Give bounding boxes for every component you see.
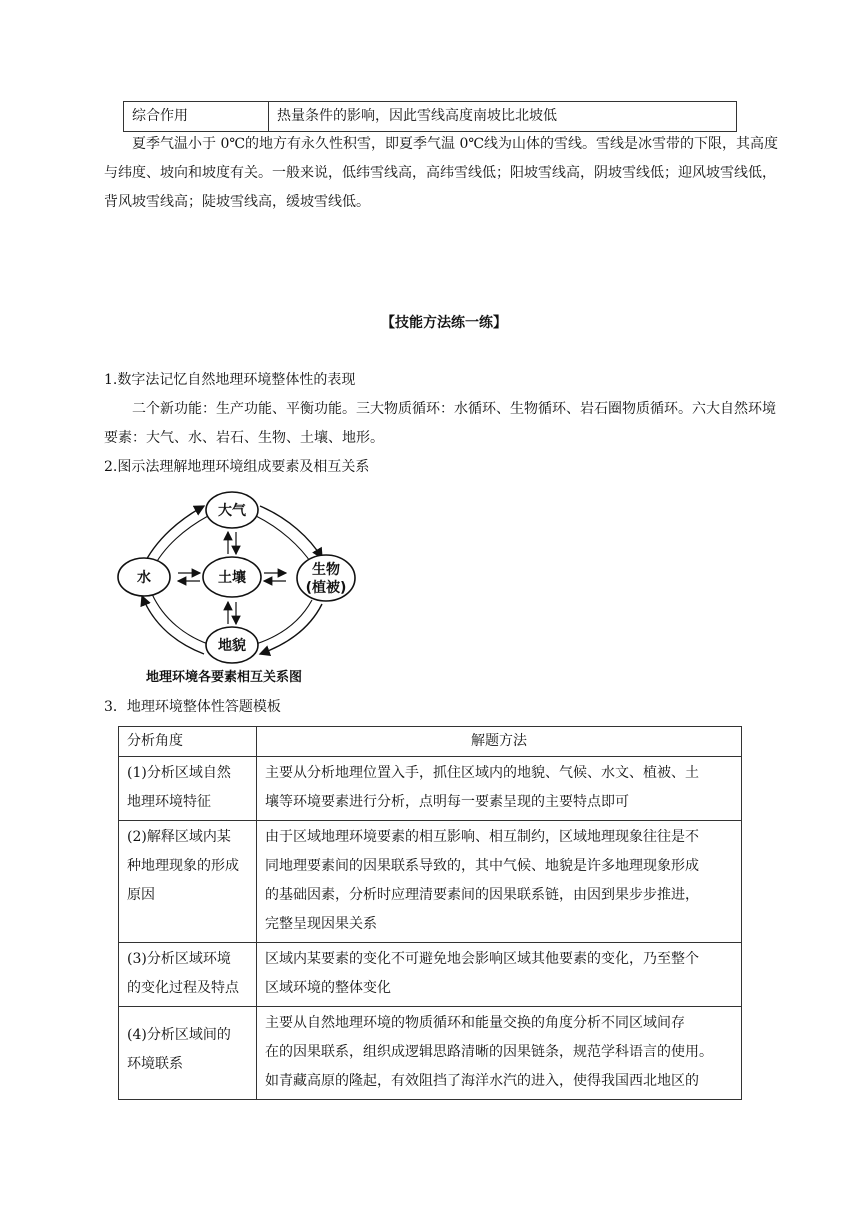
answer-table-header bbox=[119, 727, 742, 757]
top-table-text: 热量条件的影响，因此雪线高度南坡比北坡低 bbox=[269, 102, 737, 132]
node-atmosphere-label: 大气 bbox=[218, 503, 246, 519]
geo-elements-diagram bbox=[104, 486, 374, 692]
node-biology-label: 生物 bbox=[312, 562, 340, 578]
item1-heading: 1.数字法记忆自然地理环境整体性的表现 bbox=[104, 372, 356, 388]
section-title: 【技能方法练一练】 bbox=[381, 315, 507, 331]
table-row bbox=[119, 1007, 742, 1100]
arc-landform-to-water bbox=[142, 596, 204, 654]
snowline-paragraph: 夏季气温小于 0℃的地方有永久性积雪，即夏季气温 0℃线为山体的雪线。雪线是冰雪带的下限，其高度与纬度、坡向和坡度有关。一般来说，低纬雪线高，高纬雪线低；阳坡雪线高，阴坡雪线低；迎风坡雪线低，背风坡雪线高；陡坡雪线高，缓坡雪线低。 bbox=[104, 136, 779, 210]
row-angle: (1)分析区域自然 地理环境特征 bbox=[119, 757, 257, 821]
row-method: 由于区域地理环境要素的相互影响、相互制约，区域地理现象往往是不 同地理要素间的因果联系导致的，其中气候、地貌是许多地理现象形成 的基础因素，分析时应理清要素间的因果联系链，由因到果步步推进， 完整呈现因果关系 bbox=[257, 821, 742, 943]
header-angle: 分析角度 bbox=[119, 727, 257, 757]
row-angle: (3)分析区域环境 的变化过程及特点 bbox=[119, 943, 257, 1007]
row-method: 主要从分析地理位置入手，抓住区域内的地貌、气候、水文、植被、土 壤等环境要素进行分析，点明每一要素呈现的主要特点即可 bbox=[257, 757, 742, 821]
table-row bbox=[119, 757, 742, 821]
answer-table bbox=[118, 726, 742, 1100]
table-row bbox=[119, 943, 742, 1007]
top-table-label: 综合作用 bbox=[124, 102, 269, 132]
header-method: 解题方法 bbox=[257, 727, 742, 757]
item1-body: 二个新功能：生产功能、平衡功能。三大物质循环：水循环、生物循环、岩石圈物质循环。六大自然环境要素：大气、水、岩石、生物、土壤、地形。 bbox=[104, 401, 776, 446]
row-angle: (2)解释区域内某 种地理现象的形成 原因 bbox=[119, 821, 257, 943]
row-method: 区域内某要素的变化不可避免地会影响区域其他要素的变化，乃至整个 区域环境的整体变化 bbox=[257, 943, 742, 1007]
node-landform-label: 地貌 bbox=[218, 638, 246, 654]
diagram-caption: 地理环境各要素相互关系图 bbox=[146, 670, 303, 685]
table-row bbox=[119, 821, 742, 943]
item2-heading: 2.图示法理解地理环境组成要素及相互关系 bbox=[104, 459, 370, 475]
row-angle: (4)分析区域间的 环境联系 bbox=[119, 1007, 257, 1100]
node-vegetation-label: (植被) bbox=[305, 580, 347, 596]
node-soil-label: 土壤 bbox=[218, 570, 246, 586]
node-water-label: 水 bbox=[137, 570, 151, 586]
arc-biology-to-landform bbox=[260, 604, 322, 654]
item3-heading: 3．地理环境整体性答题模板 bbox=[104, 699, 281, 715]
top-table bbox=[123, 101, 737, 132]
arc-atmosphere-to-biology bbox=[260, 506, 322, 558]
row-method: 主要从自然地理环境的物质循环和能量交换的角度分析不同区域间存 在的因果联系，组织成逻辑思路清晰的因果链条，规范学科语言的使用。 如青藏高原的隆起，有效阻挡了海洋水汽的进入，使得我国西北地区的 bbox=[257, 1007, 742, 1100]
